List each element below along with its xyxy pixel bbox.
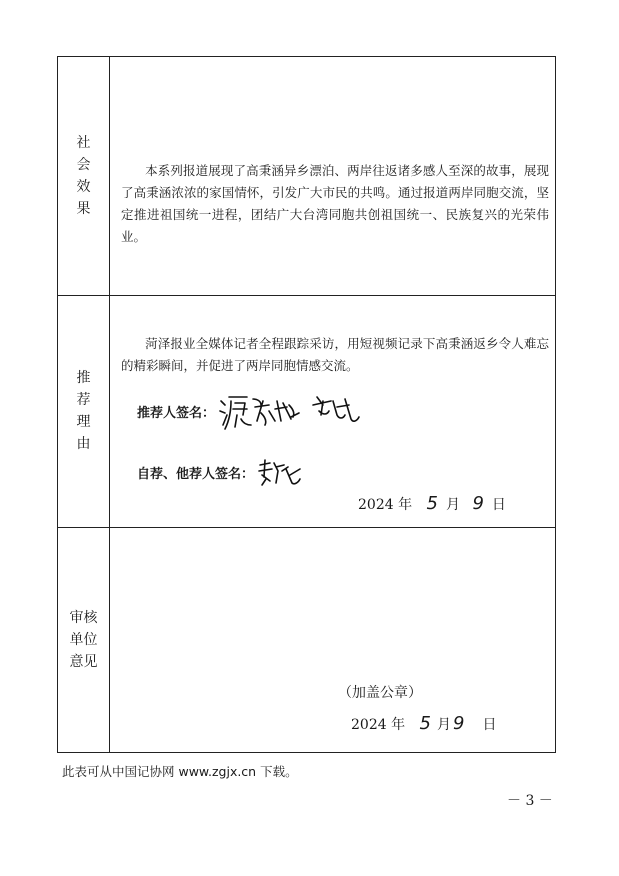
page-number: － 3 －: [507, 793, 553, 809]
recommendation-date-day: 9: [472, 493, 484, 514]
review-label: [58, 527, 109, 752]
row-divider: [58, 527, 555, 528]
recommendation-text: [121, 333, 549, 377]
column-divider: [109, 57, 110, 752]
stamp-note: （加盖公章）: [338, 685, 422, 701]
recommendation-date-month-unit: 月: [446, 497, 460, 513]
social-effect-label: [58, 57, 109, 295]
self-recommender-signature-line: [137, 457, 306, 487]
review-date-day: 9: [453, 713, 465, 734]
recommender-signature-label: 推荐人签名：: [137, 405, 216, 421]
review-date-month-unit: 月: [437, 717, 451, 733]
recommendation-paragraph: 菏泽报业全媒体记者全程跟踪采访，用短视频记录下高秉涵返乡令人难忘的精彩瞬间，并促进了两岸同胞情感交流。: [121, 336, 549, 373]
footer-note: 此表可从中国记协网 www.zgjx.cn 下载。: [62, 764, 298, 779]
recommendation-date-month: 5: [426, 493, 438, 514]
recommendation-label: [58, 295, 109, 527]
recommendation-label-text: 推荐理由: [76, 370, 91, 452]
social-effect-paragraph: 本系列报道展现了高秉涵异乡漂泊、两岸往返诸多感人至深的故事，展现了高秉涵浓浓的家国情怀，引发广大市民的共鸣。通过报道两岸同胞交流，坚定推进祖国统一进程，团结广大台湾同胞共创祖国统一、民族复兴的光荣伟业。: [121, 163, 549, 244]
review-date-month: 5: [419, 713, 431, 734]
social-effect-label-text: 社会效果: [76, 135, 91, 217]
self-recommender-signature-image: [256, 457, 306, 487]
social-effect-text: [121, 160, 549, 248]
review-date: [351, 713, 496, 734]
review-label-text: 审核单位意见: [69, 609, 98, 670]
recommender-signature-image: [217, 391, 377, 431]
self-recommender-signature-label: 自荐、他荐人签名：: [137, 466, 255, 482]
row-divider: [58, 295, 555, 296]
review-date-year: 2024 年: [351, 717, 406, 733]
recommendation-date-day-unit: 日: [491, 497, 506, 513]
recommender-signature-line: [137, 391, 377, 431]
recommendation-date-year: 2024 年: [358, 497, 413, 513]
form-table: [57, 56, 556, 753]
review-date-day-unit: 日: [482, 717, 497, 733]
recommendation-date: [358, 493, 506, 514]
